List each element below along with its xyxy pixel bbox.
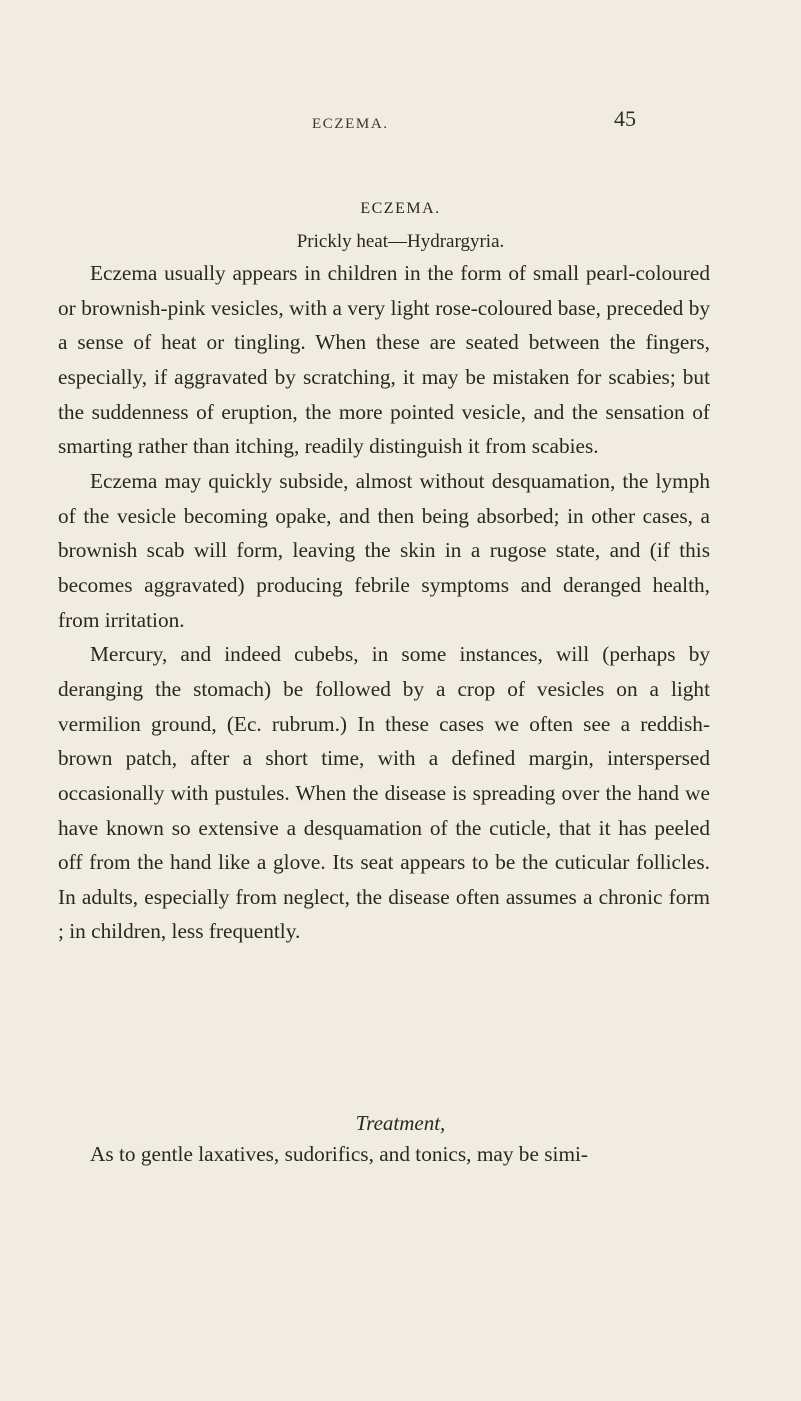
- treatment-text: [58, 1137, 710, 1172]
- page-number: 45: [614, 106, 636, 131]
- body-text: [58, 256, 710, 949]
- paragraph: Eczema may quickly subside, almost without desquamation, the lymph of the vesicle becoming opake, and then being absorbed; in other cases, a brownish scab will form, leaving the skin in a rugose state, and (if this becomes aggravated) producing febrile symptoms and deranged health, from irritation.: [58, 468, 710, 632]
- paragraph: Mercury, and indeed cubebs, in some instances, will (perhaps by deranging the stomach) be followed by a crop of vesicles on a light vermilion ground, (Ec. rubrum.) In these cases we often see a reddish-brown patch, after a short time, with a defined margin, interspersed occasionally with pustules. When the disease is spreading over the hand we have known so extensive a desquamation of the cuticle, that it has peeled off from the hand like a glove. Its seat appears to be the cuticular follicles. In adults, especially from neglect, the disease often assumes a chronic form ; in children, less frequently.: [58, 642, 710, 944]
- section-subtitle: Prickly heat—Hydrargyria.: [296, 231, 505, 252]
- treatment-heading: Treatment,: [355, 1111, 446, 1135]
- paragraph: Eczema usually appears in children in the form of small pearl-coloured or brownish-pink vesicles, with a very light rose-coloured base, preceded by a sense of heat or tingling. When these are seated between the fingers, especially, if aggravated by scratching, it may be mistaken for scabies; but the suddenness of eruption, the more pointed vesicle, and the sensation of smarting rather than itching, readily distinguish it from scabies.: [58, 261, 710, 459]
- running-head: ECZEMA.: [312, 116, 389, 132]
- section-title: ECZEMA.: [360, 200, 441, 217]
- paragraph: As to gentle laxatives, sudorifics, and tonics, may be simi-: [90, 1142, 589, 1166]
